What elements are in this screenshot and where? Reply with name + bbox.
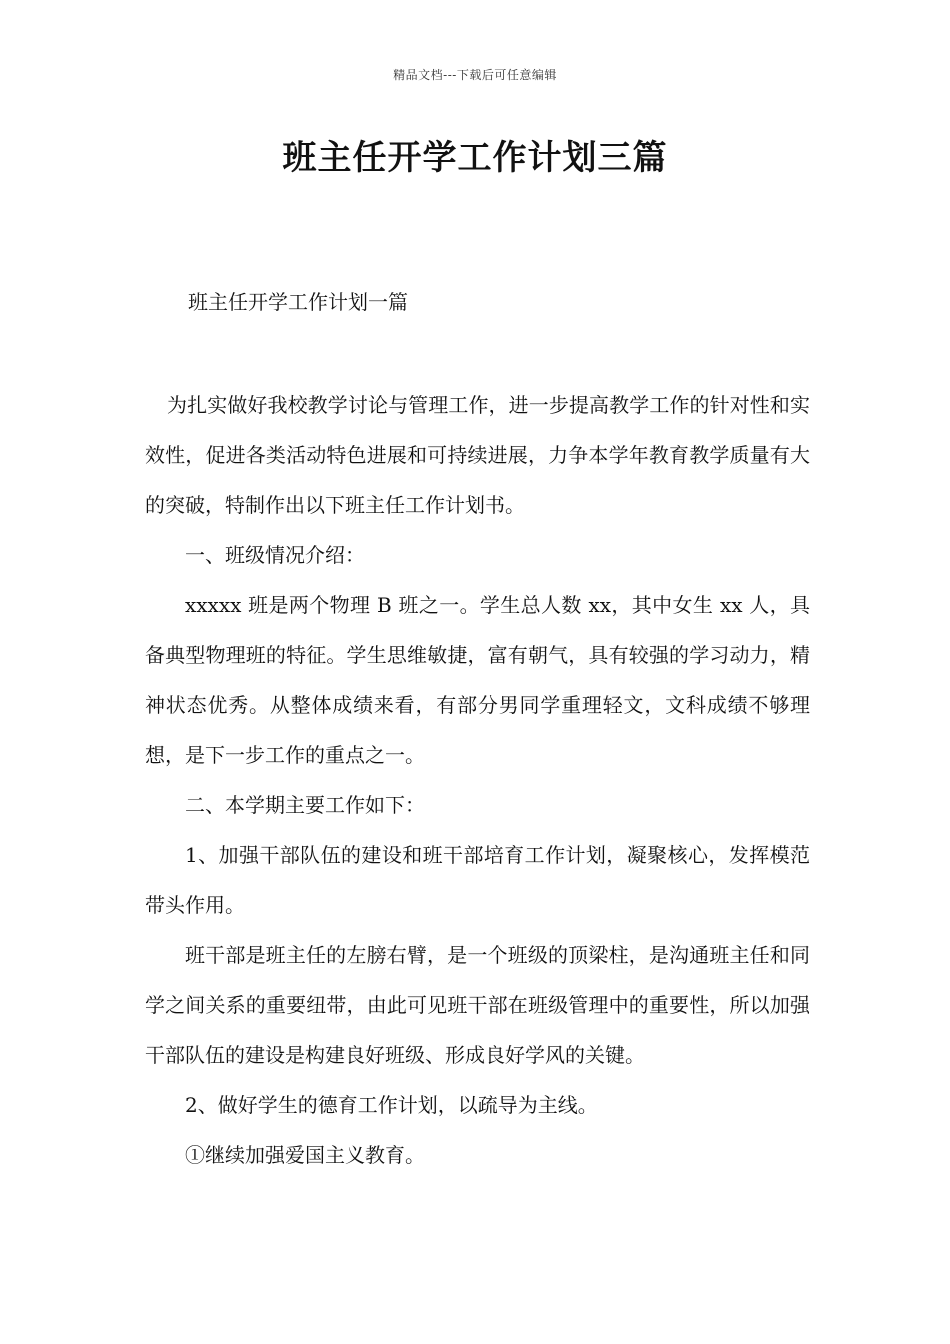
section-title: 班主任开学工作计划一篇	[188, 290, 408, 314]
paragraph-item-1: 1、加强干部队伍的建设和班干部培育工作计划，凝聚核心，发挥模范带头作用。	[145, 843, 810, 917]
paragraph-sub-item-1: ①继续加强爱国主义教育。	[185, 1143, 425, 1167]
heading-class-intro: 一、班级情况介绍：	[185, 543, 365, 567]
paragraph-intro: 为扎实做好我校教学讨论与管理工作，进一步提高教学工作的针对性和实效性，促进各类活动特色进展和可持续进展，力争本学年教育教学质量有大的突破，特制作出以下班主任工作计划书。	[145, 393, 810, 517]
document-body	[145, 380, 810, 1180]
paragraph-class-cadres: 班干部是班主任的左膀右臂，是一个班级的顶梁柱，是沟通班主任和同学之间关系的重要纽带，由此可见班干部在班级管理中的重要性，所以加强干部队伍的建设是构建良好班级、形成良好学风的关键。	[145, 943, 810, 1067]
header-note: 精品文档---下载后可任意编辑	[393, 68, 557, 82]
paragraph-class-info: xxxxx 班是两个物理 B 班之一。学生总人数 xx，其中女生 xx 人，具备典型物理班的特征。学生思维敏捷，富有朝气，具有较强的学习动力，精神状态优秀。从整体成绩来看，有部分男同学重理轻文，文科成绩不够理想，是下一步工作的重点之一。	[145, 593, 810, 767]
paragraph-item-2: 2、做好学生的德育工作计划，以疏导为主线。	[185, 1093, 598, 1117]
document-title: 班主任开学工作计划三篇	[282, 138, 668, 178]
heading-main-work: 二、本学期主要工作如下：	[185, 793, 425, 817]
